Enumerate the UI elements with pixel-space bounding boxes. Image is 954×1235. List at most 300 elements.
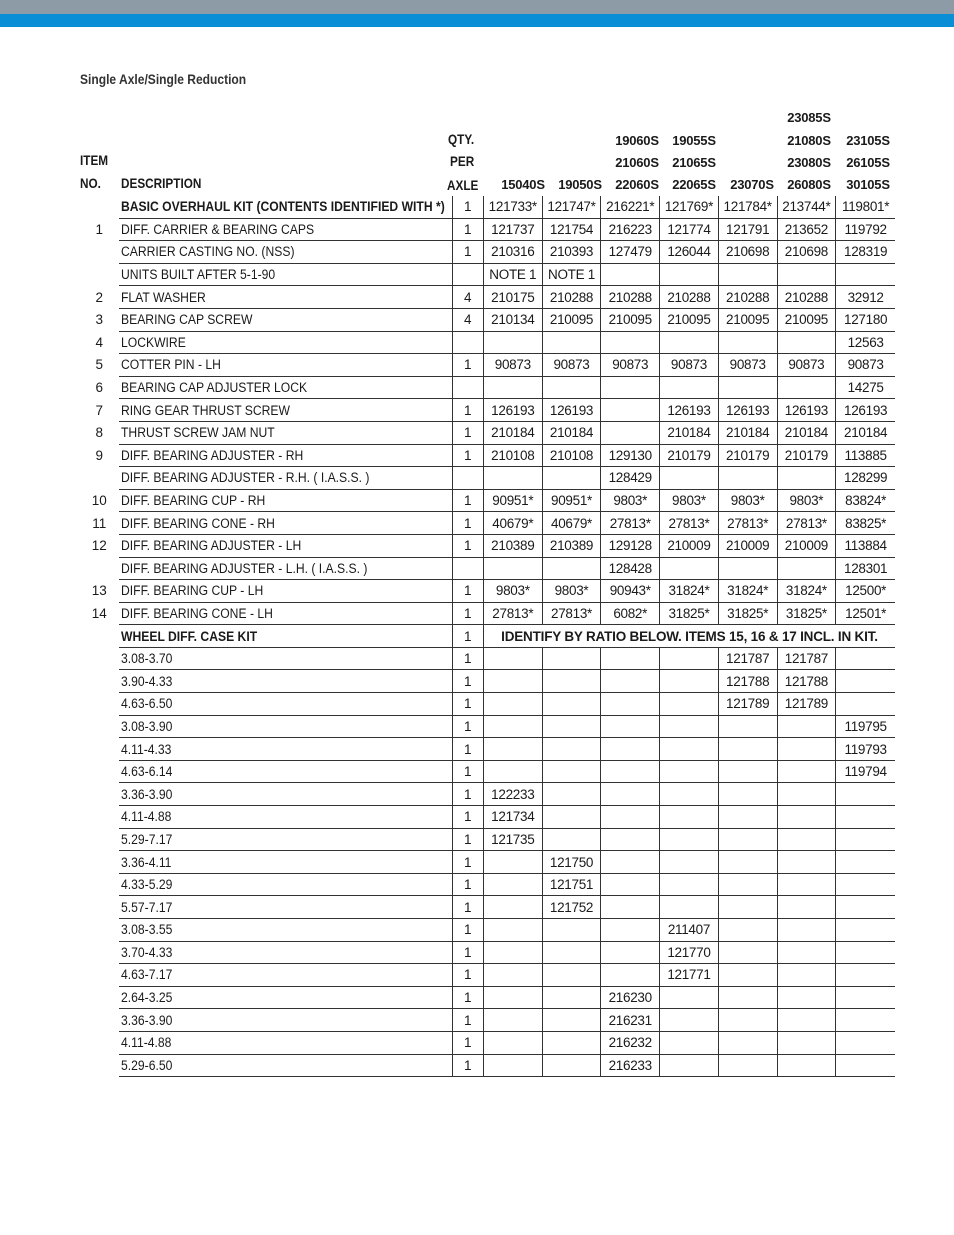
part-number-col7 xyxy=(836,647,895,670)
item-no: 13 xyxy=(91,583,107,599)
part-number-col2: 40679* xyxy=(542,512,601,535)
part-number-col5: 121789 xyxy=(718,693,777,716)
part-number-col2: 121750 xyxy=(542,851,601,874)
part-number-col3: 216223 xyxy=(601,218,660,241)
part-number-col5 xyxy=(718,467,777,490)
table-row xyxy=(79,557,895,580)
item-no: 4 xyxy=(95,334,103,350)
part-number-col4: 210009 xyxy=(660,534,719,557)
qty-cell: 1 xyxy=(452,670,483,693)
part-number-col1 xyxy=(483,647,542,670)
qty-cell: 1 xyxy=(452,851,483,874)
table-row xyxy=(79,693,895,716)
item-no xyxy=(79,828,119,851)
part-number-col5 xyxy=(718,331,777,354)
description-text: 4.11-4.88 xyxy=(121,1035,172,1051)
qty-cell: 1 xyxy=(452,534,483,557)
part-number-col6 xyxy=(777,376,836,399)
model-header-col7-line3: 26105S xyxy=(846,155,890,170)
qty-cell: 1 xyxy=(452,421,483,444)
part-number-col3 xyxy=(601,941,660,964)
item-no xyxy=(79,873,119,896)
part-number-col5 xyxy=(718,873,777,896)
part-number-col6 xyxy=(777,851,836,874)
part-number-col6: 210179 xyxy=(777,444,836,467)
description-text: UNITS BUILT AFTER 5-1-90 xyxy=(121,267,276,283)
model-header-col3-line4: 22060S xyxy=(615,177,659,192)
part-number-col5: 210009 xyxy=(718,534,777,557)
part-number-col6: 210288 xyxy=(777,286,836,309)
part-number-col6 xyxy=(777,964,836,987)
qty-cell: 1 xyxy=(452,715,483,738)
part-number-col1 xyxy=(483,1031,542,1054)
part-number-col4 xyxy=(660,896,719,919)
part-number-col7: 128301 xyxy=(836,557,895,580)
description-text: DIFF. BEARING CUP - RH xyxy=(121,493,266,509)
part-number-col4 xyxy=(660,851,719,874)
description-cell xyxy=(119,783,452,806)
part-number-col4 xyxy=(660,738,719,761)
part-number-col4 xyxy=(660,1009,719,1032)
description-text: 3.36-4.11 xyxy=(121,854,172,870)
item-no xyxy=(79,919,119,942)
item-no xyxy=(79,196,119,218)
qty-cell: 1 xyxy=(452,1054,483,1077)
description-cell xyxy=(119,828,452,851)
part-number-col6 xyxy=(777,873,836,896)
part-number-col4 xyxy=(660,806,719,829)
part-number-col1 xyxy=(483,738,542,761)
header-item: ITEM xyxy=(80,152,109,168)
header-axle: AXLE xyxy=(447,177,479,193)
part-number-col6 xyxy=(777,738,836,761)
description-text: 5.29-6.50 xyxy=(121,1057,173,1073)
part-number-col3: 90873 xyxy=(601,354,660,377)
item-no xyxy=(79,693,119,716)
part-number-col5: 90873 xyxy=(718,354,777,377)
description-cell xyxy=(119,421,452,444)
qty-cell: 1 xyxy=(452,828,483,851)
part-number-col3 xyxy=(601,670,660,693)
item-no xyxy=(79,738,119,761)
part-number-col7 xyxy=(836,851,895,874)
part-number-col4 xyxy=(660,467,719,490)
description-cell xyxy=(119,896,452,919)
item-no xyxy=(79,806,119,829)
part-number-col5 xyxy=(718,1031,777,1054)
part-number-col4: 211407 xyxy=(660,919,719,942)
part-number-col2 xyxy=(542,693,601,716)
item-no xyxy=(79,715,119,738)
part-number-col5 xyxy=(718,376,777,399)
header-qty: QTY. xyxy=(448,131,475,147)
description-cell xyxy=(119,196,452,218)
part-number-col1: 40679* xyxy=(483,512,542,535)
description-text: 3.36-3.90 xyxy=(121,1012,173,1028)
part-number-col6: 121788 xyxy=(777,670,836,693)
part-number-col5 xyxy=(718,760,777,783)
qty-cell: 4 xyxy=(452,308,483,331)
part-number-col5 xyxy=(718,715,777,738)
description-text: BEARING CAP SCREW xyxy=(121,312,253,328)
description-cell xyxy=(119,602,452,625)
part-number-col2 xyxy=(542,986,601,1009)
part-number-col6 xyxy=(777,1009,836,1032)
part-number-col4 xyxy=(660,376,719,399)
description-text: 5.57-7.17 xyxy=(121,899,173,915)
qty-cell: 1 xyxy=(452,625,483,648)
part-number-col7: 14275 xyxy=(836,376,895,399)
table-row xyxy=(79,738,895,761)
part-number-col3: 216230 xyxy=(601,986,660,1009)
identify-note: IDENTIFY BY RATIO BELOW. ITEMS 15, 16 & 17 INCL. IN KIT. xyxy=(483,625,895,648)
qty-cell: 1 xyxy=(452,241,483,264)
table-row xyxy=(79,354,895,377)
part-number-col3: 128429 xyxy=(601,467,660,490)
description-cell xyxy=(119,873,452,896)
description-text: 5.29-7.17 xyxy=(121,831,173,847)
part-number-col7 xyxy=(836,1009,895,1032)
item-no xyxy=(79,625,119,648)
part-number-col1 xyxy=(483,1054,542,1077)
part-number-col6 xyxy=(777,760,836,783)
part-number-col6 xyxy=(777,263,836,286)
part-number-col5: 9803* xyxy=(718,489,777,512)
part-number-col7: 83825* xyxy=(836,512,895,535)
part-number-col7 xyxy=(836,964,895,987)
item-no: 8 xyxy=(95,425,103,441)
model-header-col6-line2: 21080S xyxy=(787,133,831,148)
part-number-col6: 213652 xyxy=(777,218,836,241)
part-number-col6: 27813* xyxy=(777,512,836,535)
part-number-col6 xyxy=(777,557,836,580)
qty-cell: 1 xyxy=(452,1009,483,1032)
part-number-col4: 126193 xyxy=(660,399,719,422)
qty-cell: 1 xyxy=(452,580,483,603)
qty-cell: 1 xyxy=(452,986,483,1009)
part-number-col5 xyxy=(718,806,777,829)
description-cell xyxy=(119,308,452,331)
table-row xyxy=(79,263,895,286)
part-number-col7: 119801* xyxy=(836,196,895,218)
part-number-col5 xyxy=(718,896,777,919)
part-number-col7: 126193 xyxy=(836,399,895,422)
part-number-col5: 210184 xyxy=(718,421,777,444)
part-number-col3 xyxy=(601,828,660,851)
part-number-col5: 210095 xyxy=(718,308,777,331)
part-number-col6 xyxy=(777,467,836,490)
table-row xyxy=(79,670,895,693)
part-number-col7: 83824* xyxy=(836,489,895,512)
part-number-col1 xyxy=(483,873,542,896)
part-number-col1: NOTE 1 xyxy=(483,263,542,286)
part-number-col7: 127180 xyxy=(836,308,895,331)
part-number-col2 xyxy=(542,760,601,783)
part-number-col3 xyxy=(601,715,660,738)
description-cell xyxy=(119,331,452,354)
part-number-col3: 216231 xyxy=(601,1009,660,1032)
table-row xyxy=(79,986,895,1009)
description-cell xyxy=(119,241,452,264)
part-number-col2: 90951* xyxy=(542,489,601,512)
part-number-col1 xyxy=(483,851,542,874)
part-number-col2 xyxy=(542,331,601,354)
qty-cell: 4 xyxy=(452,286,483,309)
part-number-col5 xyxy=(718,964,777,987)
table-row xyxy=(79,873,895,896)
part-number-col2: 210389 xyxy=(542,534,601,557)
part-number-col3: 127479 xyxy=(601,241,660,264)
table-row xyxy=(79,1009,895,1032)
part-number-col3 xyxy=(601,376,660,399)
item-no xyxy=(79,1054,119,1077)
description-text: LOCKWIRE xyxy=(121,334,187,350)
part-number-col1: 121735 xyxy=(483,828,542,851)
description-text: 3.36-3.90 xyxy=(121,786,173,802)
part-number-col5 xyxy=(718,941,777,964)
description-cell xyxy=(119,738,452,761)
qty-cell: 1 xyxy=(452,1031,483,1054)
part-number-col3: 9803* xyxy=(601,489,660,512)
description-text: 4.63-7.17 xyxy=(121,967,173,983)
table-row xyxy=(79,241,895,264)
table-row xyxy=(79,512,895,535)
part-number-col4 xyxy=(660,986,719,1009)
part-number-col4: 210095 xyxy=(660,308,719,331)
description-cell xyxy=(119,263,452,286)
header-per: PER xyxy=(450,153,475,169)
part-number-col6 xyxy=(777,919,836,942)
part-number-col3 xyxy=(601,263,660,286)
model-header-col5-line4: 23070S xyxy=(730,177,774,192)
model-header-col7-line2: 23105S xyxy=(846,133,890,148)
part-number-col5: 121791 xyxy=(718,218,777,241)
part-number-col4 xyxy=(660,760,719,783)
part-number-col6 xyxy=(777,331,836,354)
description-text: 4.11-4.33 xyxy=(121,741,172,757)
part-number-col4: 121774 xyxy=(660,218,719,241)
part-number-col3 xyxy=(601,851,660,874)
part-number-col2 xyxy=(542,828,601,851)
part-number-col1 xyxy=(483,670,542,693)
table-row xyxy=(79,444,895,467)
description-cell xyxy=(119,693,452,716)
part-number-col6: 121789 xyxy=(777,693,836,716)
item-no: 9 xyxy=(95,447,103,463)
qty-cell: 1 xyxy=(452,647,483,670)
description-cell xyxy=(119,1054,452,1077)
part-number-col1 xyxy=(483,919,542,942)
table-row xyxy=(79,308,895,331)
item-no xyxy=(79,263,119,286)
part-number-col2 xyxy=(542,941,601,964)
item-no: 11 xyxy=(92,515,107,531)
part-number-col1: 210316 xyxy=(483,241,542,264)
part-number-col5 xyxy=(718,263,777,286)
part-number-col7 xyxy=(836,986,895,1009)
part-number-col6 xyxy=(777,986,836,1009)
part-number-col5: 27813* xyxy=(718,512,777,535)
description-cell xyxy=(119,580,452,603)
table-row xyxy=(79,896,895,919)
item-no xyxy=(79,896,119,919)
part-number-col1: 210134 xyxy=(483,308,542,331)
table-row xyxy=(79,828,895,851)
description-text: COTTER PIN - LH xyxy=(121,357,222,373)
part-number-col6 xyxy=(777,715,836,738)
table-row xyxy=(79,467,895,490)
part-number-col4: 121770 xyxy=(660,941,719,964)
item-no: 5 xyxy=(95,357,103,373)
description-cell xyxy=(119,964,452,987)
table-row xyxy=(79,941,895,964)
table-row xyxy=(79,218,895,241)
part-number-col2: 210108 xyxy=(542,444,601,467)
description-text: 4.63-6.14 xyxy=(121,764,173,780)
description-cell xyxy=(119,444,452,467)
model-header-col7-line4: 30105S xyxy=(846,177,890,192)
part-number-col2 xyxy=(542,557,601,580)
part-number-col4: 9803* xyxy=(660,489,719,512)
part-number-col3 xyxy=(601,399,660,422)
part-number-col3 xyxy=(601,873,660,896)
part-number-col2: 210095 xyxy=(542,308,601,331)
description-cell xyxy=(119,986,452,1009)
part-number-col7 xyxy=(836,670,895,693)
description-cell xyxy=(119,715,452,738)
item-no xyxy=(79,1009,119,1032)
part-number-col7 xyxy=(836,806,895,829)
part-number-col6: 126193 xyxy=(777,399,836,422)
part-number-col2 xyxy=(542,715,601,738)
description-text: 4.11-4.88 xyxy=(121,809,172,825)
part-number-col3: 129128 xyxy=(601,534,660,557)
part-number-col6 xyxy=(777,1031,836,1054)
table-row xyxy=(79,625,895,648)
part-number-col3 xyxy=(601,964,660,987)
qty-cell: 1 xyxy=(452,218,483,241)
part-number-col6 xyxy=(777,896,836,919)
part-number-col7: 119793 xyxy=(836,738,895,761)
part-number-col3 xyxy=(601,919,660,942)
part-number-col1 xyxy=(483,760,542,783)
part-number-col2 xyxy=(542,376,601,399)
description-text: 3.70-4.33 xyxy=(121,944,173,960)
description-cell xyxy=(119,557,452,580)
table-row xyxy=(79,919,895,942)
part-number-col7: 113884 xyxy=(836,534,895,557)
part-number-col4 xyxy=(660,783,719,806)
table-row xyxy=(79,964,895,987)
part-number-col7 xyxy=(836,828,895,851)
part-number-col3: 128428 xyxy=(601,557,660,580)
table-row xyxy=(79,534,895,557)
description-text: 3.08-3.55 xyxy=(121,922,173,938)
qty-cell: 1 xyxy=(452,941,483,964)
item-no: 14 xyxy=(91,605,107,621)
description-cell xyxy=(119,399,452,422)
item-no: 2 xyxy=(95,289,103,305)
page-subtitle: Single Axle/Single Reduction xyxy=(80,71,247,87)
item-no: 1 xyxy=(95,221,103,237)
part-number-col2 xyxy=(542,783,601,806)
table-row xyxy=(79,1054,895,1077)
item-no xyxy=(79,647,119,670)
part-number-col4 xyxy=(660,873,719,896)
description-cell xyxy=(119,941,452,964)
part-number-col1 xyxy=(483,896,542,919)
description-text: DIFF. BEARING ADJUSTER - R.H. ( I.A.S.S. ) xyxy=(121,470,370,486)
part-number-col2: 121752 xyxy=(542,896,601,919)
description-text: 3.90-4.33 xyxy=(121,673,173,689)
header-no: NO. xyxy=(80,175,101,191)
part-number-col2: 27813* xyxy=(542,602,601,625)
model-header-col6-line3: 23080S xyxy=(787,155,831,170)
part-number-col6 xyxy=(777,806,836,829)
part-number-col1: 121734 xyxy=(483,806,542,829)
part-number-col5 xyxy=(718,986,777,1009)
part-number-col3: 6082* xyxy=(601,602,660,625)
part-number-col7: 210184 xyxy=(836,421,895,444)
part-number-col7: 90873 xyxy=(836,354,895,377)
table-row xyxy=(79,421,895,444)
part-number-col4 xyxy=(660,828,719,851)
part-number-col3 xyxy=(601,896,660,919)
header-description: DESCRIPTION xyxy=(121,175,202,191)
qty-cell: 1 xyxy=(452,738,483,761)
description-cell xyxy=(119,534,452,557)
part-number-col4 xyxy=(660,693,719,716)
part-number-col2 xyxy=(542,738,601,761)
part-number-col5 xyxy=(718,851,777,874)
model-header-col6-line4: 26080S xyxy=(787,177,831,192)
table-row xyxy=(79,602,895,625)
part-number-col1 xyxy=(483,557,542,580)
description-cell xyxy=(119,1009,452,1032)
part-number-col3 xyxy=(601,331,660,354)
part-number-col1: 90873 xyxy=(483,354,542,377)
part-number-col5 xyxy=(718,1054,777,1077)
qty-cell: 1 xyxy=(452,873,483,896)
part-number-col1 xyxy=(483,467,542,490)
table-row xyxy=(79,399,895,422)
model-header-col4-line3: 21065S xyxy=(672,155,716,170)
description-text: DIFF. BEARING ADJUSTER - LH xyxy=(121,538,302,554)
qty-cell xyxy=(452,331,483,354)
description-text: DIFF. BEARING CONE - LH xyxy=(121,605,274,621)
part-number-col5: 126193 xyxy=(718,399,777,422)
description-text: 3.08-3.90 xyxy=(121,718,173,734)
part-number-col5: 121784* xyxy=(718,196,777,218)
part-number-col2: 121747* xyxy=(542,196,601,218)
part-number-col1: 9803* xyxy=(483,580,542,603)
description-cell xyxy=(119,376,452,399)
part-number-col2 xyxy=(542,964,601,987)
part-number-col1 xyxy=(483,693,542,716)
item-no xyxy=(79,557,119,580)
qty-cell: 1 xyxy=(452,783,483,806)
description-cell xyxy=(119,919,452,942)
item-no: 7 xyxy=(95,402,103,418)
part-number-col5 xyxy=(718,738,777,761)
part-number-col1: 121737 xyxy=(483,218,542,241)
model-header-col6-line1: 23085S xyxy=(787,110,831,125)
description-text: DIFF. BEARING CONE - RH xyxy=(121,515,276,531)
part-number-col2: 210184 xyxy=(542,421,601,444)
part-number-col1 xyxy=(483,715,542,738)
part-number-col4 xyxy=(660,647,719,670)
part-number-col1: 121733* xyxy=(483,196,542,218)
